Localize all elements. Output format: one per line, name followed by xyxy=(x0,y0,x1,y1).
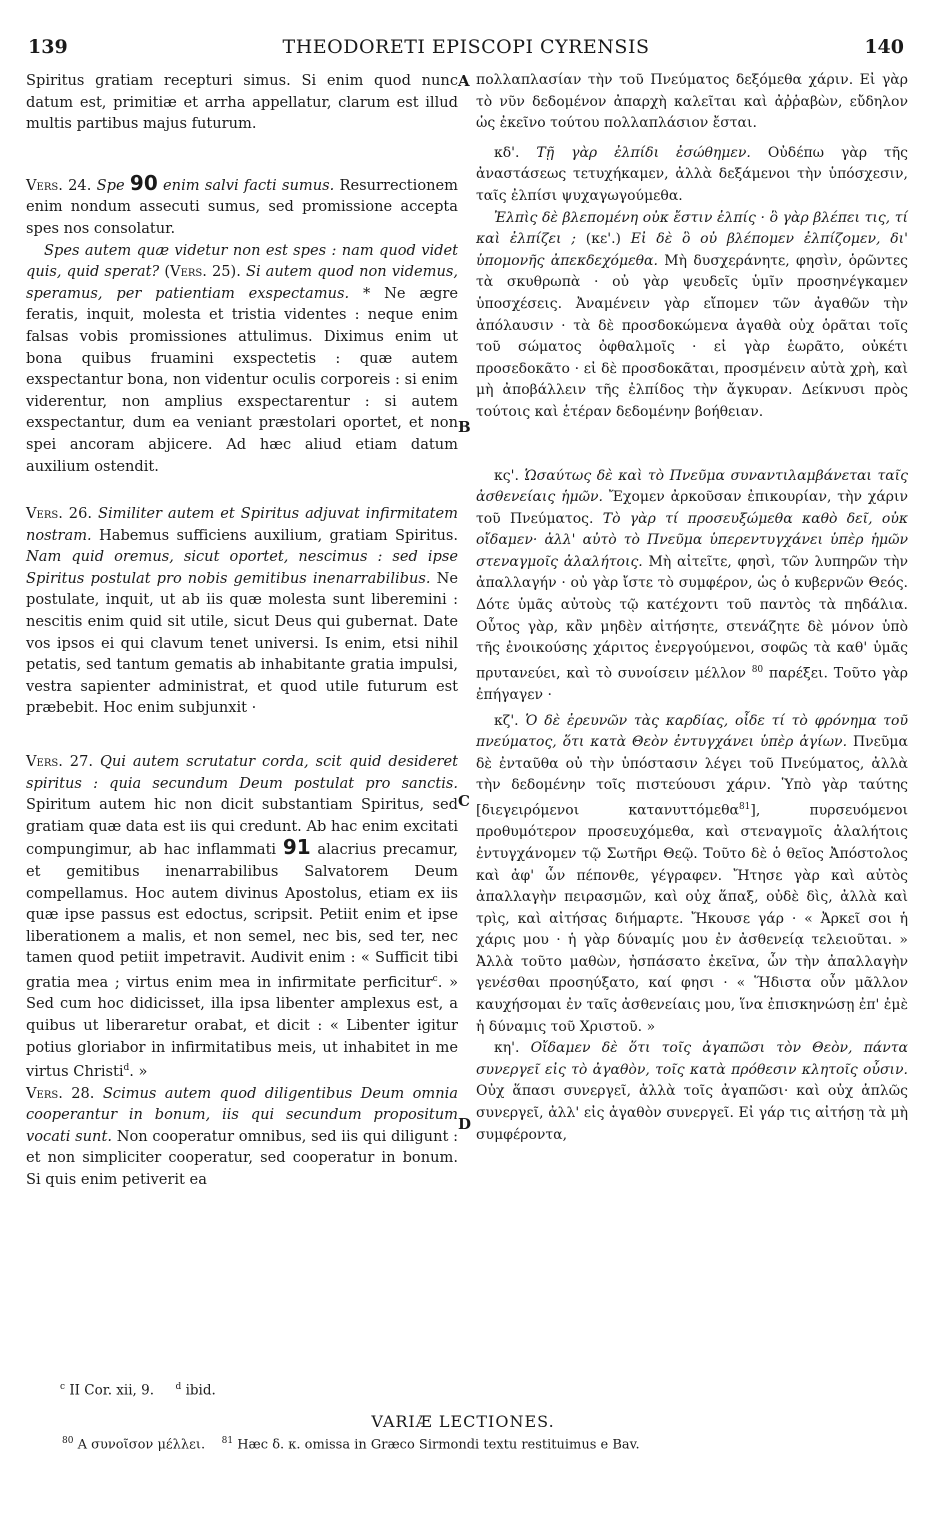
scripture-quote: Scimus autem quod diligentibus Deum omnia cooperantur in bonum, iis qui secundum propositum vocati sunt. xyxy=(26,1084,458,1145)
variae-line xyxy=(62,1436,640,1452)
commentary-text: * Ne ægre feratis, inquit, molesta et tristia videntes : neque enim falsas vobis promissiones attulimus. Diximus enim ut bona quibus fruamini exspectetis : quæ autem exspectantur bona, non videntur oculis corporeis : si enim viderentur, non amplius exspectarentur : si autem exspectantur, dum ea veniant præstolari oportet, et non spei ancoram abjicere. Ad hæc aliud etiam datum auxilium ostendit. xyxy=(26,284,459,475)
commentary-text: Resurrectionem enim nondum assecuti sumus, sed promissione accepta spes nos consolatur. xyxy=(26,176,458,237)
scripture-quote: enim salvi facti sumus. xyxy=(163,176,335,194)
scripture-quote: Οἴδαμεν δὲ ὅτι τοῖς ἀγαπῶσι τὸν Θεὸν, πάντα συνεργεῖ εἰς τὸ ἀγαθὸν, τοῖς κατὰ πρόθεσιν κλητοῖς οὖσιν. xyxy=(476,1040,908,1078)
scripture-quote: Εἰ δὲ ὃ οὐ βλέπομεν ἐλπίζομεν, δι' ὑπομονῆς ἀπεκδεχόμεθα. xyxy=(476,231,909,269)
footnote-mark: d xyxy=(123,1063,130,1074)
scripture-quote: Ἐλπὶς δὲ βλεπομένη οὐκ ἔστιν ἐλπίς · ὃ γὰρ βλέπει τις, τί καὶ ἐλπίζει ; xyxy=(476,209,908,248)
verse-ref: (Vers. 25). xyxy=(164,263,241,281)
commentary-text: ], πυρσευόμενοι προθυμότερον προσευχόμεθα, καὶ στεναγμοῖς ἀλαλήτοις ἐντυγχάνομεν τῷ Σωτῆρι Θεῷ. Τοῦτο δὲ ὁ θεῖος Ἀπόστολος καὶ ἀφ' ὧν πέπονθε, γέγραφεν. Ἤτησε γὰρ καὶ αὐτὸς ἀπαλλαγὴν πειρασμῶν, καὶ οὐχ ἅπαξ, οὐδὲ δὶς, ἀλλὰ καὶ τρὶς, καὶ αἰτήσας διήμαρτε. Ἤκουσε γάρ · « Ἀρκεῖ σοι ἡ χάρις μου · ἡ γὰρ δύναμίς μου ἐν ἀσθενείᾳ τελειοῦται. » Ἀλλὰ τοῦτο μαθὼν, ἠσπάσατο ἐκεῖνα, ὧν τὴν ἀπαλλαγὴν γενέσθαι προσηύξατο, καί φησι · « Ἥδιστα οὖν μᾶλλον καυχήσομαι ἐν ταῖς ἀσθενείαις μου, ἵνα ἐπισκηνώσῃ ἐπ' ἐμὲ ἡ δύναμις τοῦ Χριστοῦ. » xyxy=(476,802,908,1035)
commentary-text: Πνεῦμα δὲ ἐνταῦθα οὐ τὴν ὑπόστασιν λέγει τοῦ Πνεύματος, ἀλλὰ τὴν δεδομένην τοῖς πιστεύουσι χάριν. Ὑπὸ γὰρ ταύτης [διεγειρόμενοι κατανυττόμεθα xyxy=(476,734,908,819)
latin-verse-26 xyxy=(26,503,458,719)
commentary-text: alacrius precamur, et gemitibus inenarrabilibus Salvatorem Deum compellamus. Hoc autem divinus Apostolus, etiam ex iis quæ ipse passus est edoctus, scripsit. Petiit enim et ipse liberationem a malis, et non semel, nec bis, sed ter, nec tamen quod petiit impetravit. Audivit enim : « Sufficit tibi gratia mea ; virtus enim mea in infirmitate perficitur xyxy=(26,841,459,991)
variant-mark: 81 xyxy=(738,802,751,813)
column-number: 90 xyxy=(129,170,158,195)
latin-paragraph: Spiritus gratiam recepturi simus. Si enim quod nunc datum est, primitiæ et arrha appellatur, clarum est illud multis partibus majus futurum. xyxy=(26,72,458,133)
verse-label: κδ'. xyxy=(494,144,520,161)
scripture-quote: Τῇ γὰρ ἐλπίδι ἐσώθημεν. xyxy=(536,144,751,161)
page-header xyxy=(28,36,904,66)
commentary-text: Ne postulate, inquit, ut ab iis quæ molesta sunt liberemini : nescitis enim quid sit utile, sicut Deus qui gubernat. Date vos ipsos ei qui clavum tenet universi. Is enim, etsi nihil petatis, sed tantum gematis ab inhabitante gratia impulsi, vestra sapienter administrat, et quod utile futurum est præbebit. Hoc enim subjunxit · xyxy=(26,569,458,717)
footnotes xyxy=(60,1382,216,1399)
verse-label: κζ'. xyxy=(494,712,519,729)
greek-verse-27 xyxy=(476,711,908,1039)
margin-letter-d: D xyxy=(458,1115,472,1133)
footnote-text: ibid. xyxy=(185,1382,216,1399)
verse-label: Vers. 27. xyxy=(26,753,93,771)
latin-column xyxy=(26,70,458,1191)
column-number: 91 xyxy=(282,835,311,860)
verse-label: κη'. xyxy=(494,1040,520,1057)
verse-label: Vers. 26. xyxy=(26,505,93,523)
scripture-quote: Ὡσαύτως δὲ καὶ τὸ Πνεῦμα συναντιλαμβάνεται ταῖς ἀσθενείαις ἡμῶν. xyxy=(476,467,909,506)
margin-letter-c: C xyxy=(458,792,470,810)
page-number-left: 139 xyxy=(28,36,68,58)
variant-mark: 80 xyxy=(751,664,764,675)
scripture-quote: Qui autem scrutatur corda, scit quid desideret spiritus : quia secundum Deum postulat pro sanctis. xyxy=(26,753,458,792)
greek-verse-24 xyxy=(476,143,908,208)
margin-letter-a: A xyxy=(458,72,470,90)
footnote-mark: c xyxy=(432,973,438,984)
verse-label: Vers. 24. xyxy=(26,176,92,194)
commentary-text: Μὴ αἰτεῖτε, φησὶ, τῶν λυπηρῶν τὴν ἀπαλλαγήν · οὐ γὰρ ἴστε τὸ συμφέρον, ὡς ὁ κυβερνῶν Θεός. Δότε ὑμᾶς αὐτοὺς τῷ κατέχοντι τοῦ παντὸς τὰ πηδάλια. Οὗτος γὰρ, κἂν μηδὲν αἰτήσητε, στενάζητε δὲ μόνον ὑπὸ τῆς ἐνοικούσης χάριτος ἐνεργούμενοι, σοφῶς τὰ καθ' ὑμᾶς πρυτανεύει, καὶ τὸ συνοίσειν μέλλον xyxy=(476,553,909,682)
scripture-quote: Spe xyxy=(96,176,125,194)
greek-verse-26 xyxy=(476,466,908,707)
verse-label: κς'. xyxy=(494,467,519,484)
variant-text: Α συνοῖσον μέλλει. xyxy=(77,1437,206,1453)
latin-verse-24 xyxy=(26,170,458,240)
variae-heading: VARIÆ LECTIONES. xyxy=(371,1412,555,1431)
commentary-text: Spiritum autem hic non dicit substantiam Spiritus, sed gratiam quæ data est iis qui credunt. Ab hac enim excitati compungimur, ab hac inflammati xyxy=(26,796,458,859)
commentary-text: παρέξει. Τοῦτο γὰρ ἐπήγαγεν · xyxy=(476,665,909,704)
page-number-right: 140 xyxy=(864,36,904,58)
commentary-text: Ἔχομεν ἀρκοῦσαν ἐπικουρίαν, τὴν χάριν τοῦ Πνεύματος. xyxy=(476,489,908,527)
commentary-text: . » xyxy=(129,1063,148,1081)
scripture-quote: Ὁ δὲ ἐρευνῶν τὰς καρδίας, οἶδε τί τὸ φρόνημα τοῦ πνεύματος, ὅτι κατὰ Θεὸν ἐντυγχάνει ὑπὲρ ἁγίων. xyxy=(476,712,908,751)
greek-paragraph: πολλαπλασίαν τὴν τοῦ Πνεύματος δεξόμεθα χάριν. Εἰ γὰρ τὸ νῦν δεδομένον ἀπαρχὴ καλεῖται καὶ ἀῤῥαβὼν, εὔδηλον ὡς ἐκεῖνο τούτου πολλαπλάσιον ἔσται. xyxy=(476,72,908,132)
margin-letter-b: B xyxy=(458,418,471,436)
commentary-text: Οὐχ ἅπασι συνεργεῖ, ἀλλὰ τοῖς ἀγαπῶσι· καὶ οὐχ ἁπλῶς συνεργεῖ, ἀλλ' εἰς ἀγαθὸν συνεργεῖ. Εἰ γάρ τις αἰτήσῃ τὰ μὴ συμφέροντα, xyxy=(476,1083,908,1143)
greek-column xyxy=(476,70,908,1146)
commentary-text: . » Sed cum hoc didicisset, illa ipsa libenter amplexus est, a quibus ut liberaretur orabat, et dicit : « Libenter igitur potius gloriabor in infirmitatibus meis, ut inhabitet in me virtus Christi xyxy=(26,973,458,1081)
variant-mark: 81 xyxy=(221,1436,234,1446)
greek-verse-24-cont xyxy=(476,208,908,424)
variant-text: Hæc δ. κ. omissa in Græco Sirmondi textu restituimus e Bav. xyxy=(237,1437,640,1453)
running-title: THEODORETI EPISCOPI CYRENSIS xyxy=(282,36,650,58)
greek-verse-28 xyxy=(476,1038,908,1146)
variant-mark: 80 xyxy=(62,1436,74,1446)
commentary-text: Non cooperatur omnibus, sed iis qui diligunt : et non simpliciter cooperatur, sed cooperatur in bonum. Si quis enim petiverit ea xyxy=(26,1127,458,1189)
scripture-quote: Similiter autem et Spiritus adjuvat infirmitatem nostram. xyxy=(26,505,458,544)
latin-verse-24-cont xyxy=(26,240,458,478)
scripture-quote: Τὸ γὰρ τί προσευξώμεθα καθὸ δεῖ, οὐκ οἴδαμεν· ἀλλ' αὐτὸ τὸ Πνεῦμα ὑπερεντυγχάνει ὑπὲρ ἡμῶν στεναγμοῖς ἀλαλήτοις. xyxy=(476,510,909,570)
verse-ref: (κε'.) xyxy=(585,231,622,248)
scripture-quote: Spes autem quæ videtur non est spes : nam quod videt quis, quid sperat? xyxy=(26,241,458,281)
scripture-quote: Nam quid oremus, sicut oportet, nescimus : sed ipse Spiritus postulat pro nobis gemitibus inenarrabilibus. xyxy=(26,548,458,587)
footnote-text: II Cor. xii, 9. xyxy=(69,1382,155,1399)
footnote-mark: d xyxy=(175,1382,182,1392)
commentary-text: Μὴ δυσχεράνητε, φησὶν, ὁρῶντες τὰ σκυθρωπὰ · οὐ γὰρ ψευδεῖς ὑμῖν προσηνέγκαμεν ὑποσχέσεις. Ἀναμένειν γὰρ εἴπομεν τῶν ἀγαθῶν τὴν ἀπόλαυσιν · τὰ δὲ προσδοκώμενα ἀγαθὰ οὐχ ὁρᾶται τοῖς τοῦ σώματος ὀφθαλμοῖς · εἰ γὰρ ἑωρᾶτο, οὐκέτι προσεδοκᾶτο · εἰ δὲ προσδοκᾶται, προσμένειν αὐτὰ χρὴ, καὶ μὴ ἀποβάλλειν τῆς ἐλπίδος τὴν ἄγκυραν. Δείκνυσι πρὸς τούτοις καὶ ἑτέραν δεδομένην βοήθειαν. xyxy=(476,252,908,420)
verse-label: Vers. 28. xyxy=(26,1084,95,1102)
commentary-text: Οὐδέπω γὰρ τῆς ἀναστάσεως τετυχήκαμεν, ἀλλὰ δεξάμενοι τὴν ὑπόσχεσιν, ταῖς ἐλπίσι ψυχαγωγούμεθα. xyxy=(476,144,908,204)
latin-verse-28 xyxy=(26,1083,458,1191)
latin-verse-27 xyxy=(26,751,458,1083)
scripture-quote: Si autem quod non videmus, speramus, per patientiam exspectamus. xyxy=(26,263,459,302)
footnote-mark: c xyxy=(60,1382,66,1392)
commentary-text: Habemus sufficiens auxilium, gratiam Spiritus. xyxy=(99,526,458,544)
